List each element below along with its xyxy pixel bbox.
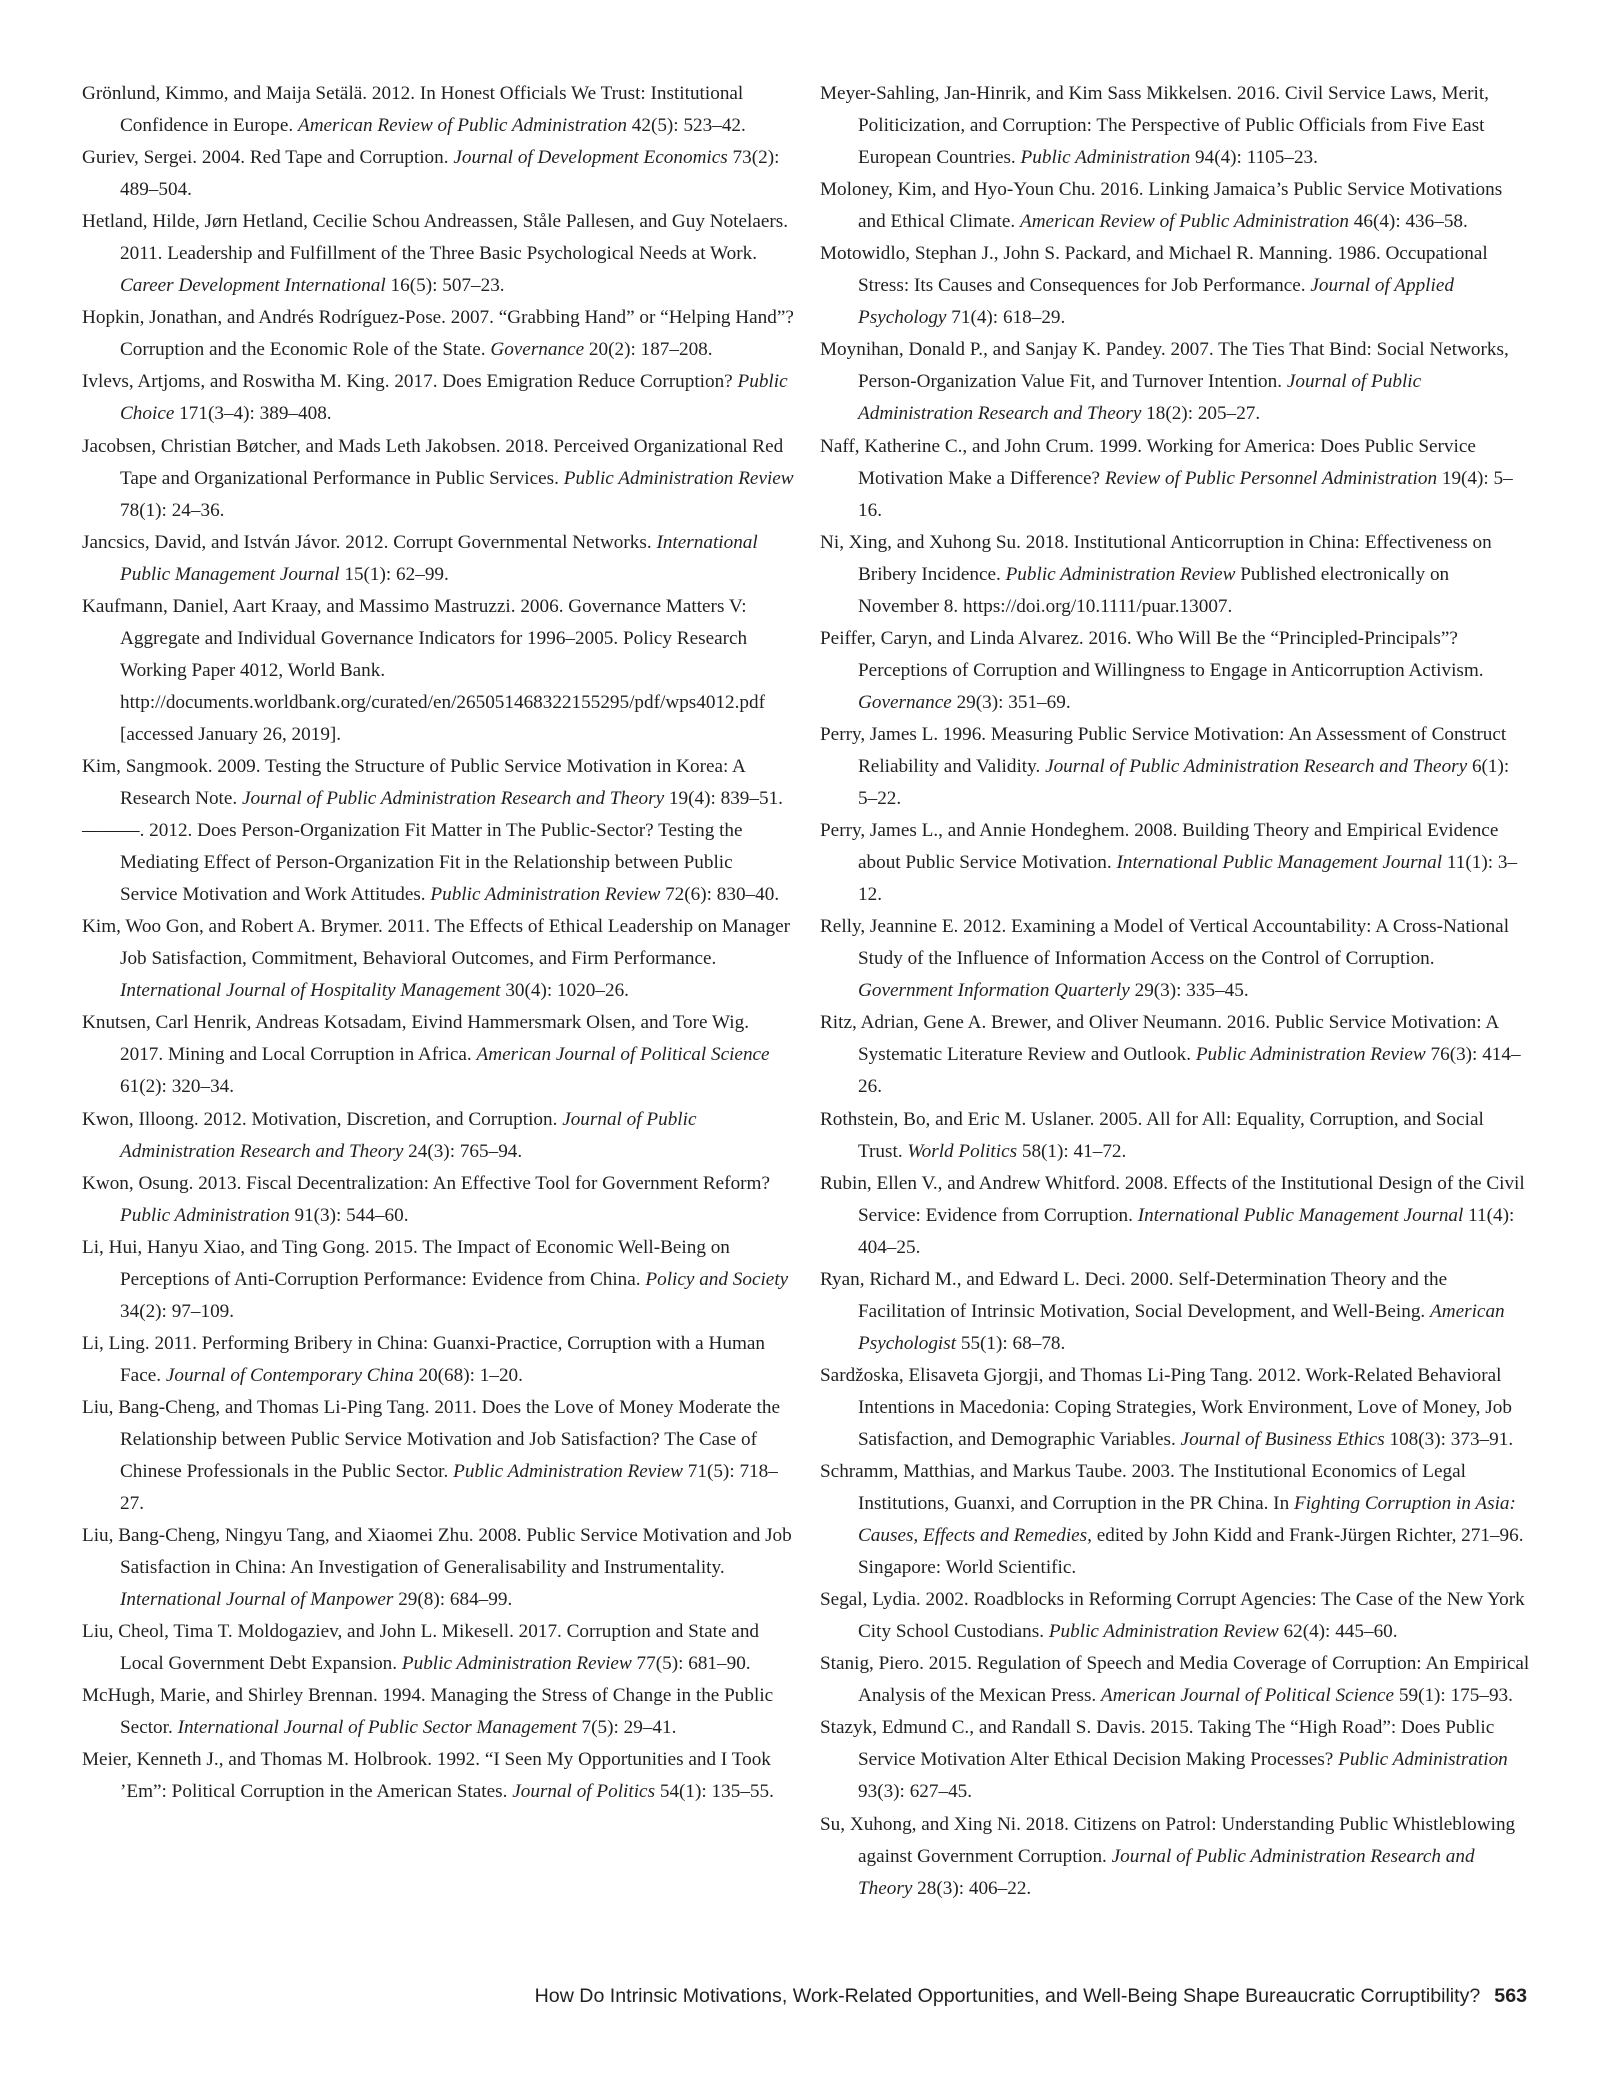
reference-details: 55(1): 68–78. bbox=[956, 1332, 1066, 1354]
reference-details: 7(5): 29–41. bbox=[576, 1717, 677, 1739]
reference-entry bbox=[820, 174, 1532, 238]
reference-text: Kim, Sangmook. 2009. Testing the Structure of Public Service Motivation in Korea: A Research Note. bbox=[82, 755, 745, 810]
reference-details: edited by John Kidd and Frank-Jürgen Richter, 271–96. Singapore: World Scientific. bbox=[858, 1525, 1524, 1579]
reference-text: Segal, Lydia. 2002. Roadblocks in Reforming Corrupt Agencies: The Case of the New York City School Custodians. bbox=[820, 1589, 1525, 1643]
reference-text: Guriev, Sergei. 2004. Red Tape and Corruption. bbox=[82, 147, 454, 169]
reference-details: 6(1): 5–22. bbox=[858, 755, 1510, 810]
reference-source-title: Policy and Society bbox=[645, 1268, 789, 1290]
reference-source-title: Governance bbox=[858, 691, 952, 713]
reference-entry bbox=[820, 1584, 1532, 1648]
reference-details: 28(3): 406–22. bbox=[912, 1877, 1032, 1899]
reference-source-title: Public Administration bbox=[120, 1204, 290, 1226]
reference-source-title: Public Administration Review bbox=[1005, 563, 1236, 585]
reference-text: Peiffer, Caryn, and Linda Alvarez. 2016. Who Will Be the “Principled-Principals”? Perceptions of Corruption and Willingness to Engage in Anticorruption Activism. bbox=[820, 627, 1484, 681]
reference-entry bbox=[820, 1104, 1532, 1168]
reference-text: Knutsen, Carl Henrik, Andreas Kotsadam, Eivind Hammersmark Olsen, and Tore Wig. 2017. Mining and Local Corruption in Africa. bbox=[82, 1012, 749, 1066]
reference-source-title: World Politics bbox=[907, 1140, 1018, 1162]
reference-text: Hopkin, Jonathan, and Andrés Rodríguez-Pose. 2007. “Grabbing Hand” or “Helping Hand”? Corruption and the Economic Role of the State. bbox=[82, 307, 794, 361]
reference-source-title: Journal of Public Administration Research and Theory bbox=[858, 1845, 1475, 1899]
reference-source-title: Government Information Quarterly bbox=[858, 980, 1130, 1002]
reference-text: Schramm, Matthias, and Markus Taube. 2003. The Institutional Economics of Legal Institutions, Guanxi, and Corruption in the PR China. In bbox=[820, 1461, 1466, 1515]
reference-details: 61(2): 320–34. bbox=[120, 1076, 235, 1098]
reference-entry bbox=[820, 78, 1532, 174]
reference-details: 94(4): 1105–23. bbox=[1190, 147, 1318, 169]
reference-details: 76(3): 414–26. bbox=[858, 1044, 1521, 1098]
reference-entry bbox=[82, 206, 794, 302]
reference-entry bbox=[82, 815, 794, 911]
reference-source-title: Public Administration Review bbox=[1048, 1621, 1279, 1643]
reference-entry bbox=[82, 751, 794, 815]
reference-source-title: Journal of Public Administration Research and Theory bbox=[120, 1108, 697, 1162]
reference-text: McHugh, Marie, and Shirley Brennan. 1994. Managing the Stress of Change in the Public Sector. bbox=[82, 1685, 774, 1739]
reference-text: Kwon, Osung. 2013. Fiscal Decentralization: An Effective Tool for Government Reform? bbox=[82, 1172, 770, 1194]
reference-text: Rothstein, Bo, and Eric M. Uslaner. 2005. All for All: Equality, Corruption, and Social Trust. bbox=[820, 1108, 1484, 1162]
reference-text: Ivlevs, Artjoms, and Roswitha M. King. 2017. Does Emigration Reduce Corruption? bbox=[82, 371, 738, 393]
reference-details: 20(2): 187–208. bbox=[584, 339, 713, 361]
reference-text: Perry, James L., and Annie Hondeghem. 2008. Building Theory and Empirical Evidence about Public Service Motivation. bbox=[820, 820, 1499, 874]
reference-entry bbox=[820, 431, 1532, 527]
reference-details: 30(4): 1020–26. bbox=[500, 980, 629, 1002]
reference-details: 29(3): 351–69. bbox=[951, 691, 1071, 713]
reference-details: 24(3): 765–94. bbox=[403, 1140, 523, 1162]
reference-source-title: Career Development International bbox=[120, 275, 386, 297]
reference-details: 19(4): 839–51. bbox=[664, 788, 783, 810]
reference-source-title: Review of Public Personnel Administration bbox=[1104, 467, 1438, 489]
reference-text: Relly, Jeannine E. 2012. Examining a Model of Vertical Accountability: A Cross-National Study of the Influence of Information Access on the Control of Corruption. bbox=[820, 916, 1510, 970]
reference-text: Moynihan, Donald P., and Sanjay K. Pandey. 2007. The Ties That Bind: Social Networks, Person-Organization Value Fit, and Turnover Intention. bbox=[820, 339, 1509, 393]
reference-source-title: Public Choice bbox=[120, 371, 788, 425]
reference-entry bbox=[82, 527, 794, 591]
reference-text: Jancsics, David, and István Jávor. 2012. Corrupt Governmental Networks. bbox=[82, 531, 657, 553]
reference-details: 29(8): 684–99. bbox=[393, 1589, 513, 1611]
reference-text: Ryan, Richard M., and Edward L. Deci. 2000. Self-Determination Theory and the Facilitation of Intrinsic Motivation, Social Development, and Well-Being. bbox=[820, 1268, 1448, 1322]
reference-source-title: Public Administration Review bbox=[563, 467, 794, 489]
reference-text: Kim, Woo Gon, and Robert A. Brymer. 2011. The Effects of Ethical Leadership on Manager Job Satisfaction, Commitment, Behavioral Outcomes, and Firm Performance. bbox=[82, 916, 791, 970]
reference-source-title: Journal of Contemporary China bbox=[165, 1364, 414, 1386]
reference-entry bbox=[82, 142, 794, 206]
reference-entry bbox=[820, 719, 1532, 815]
reference-text: Rubin, Ellen V., and Andrew Whitford. 2008. Effects of the Institutional Design of the Civil Service: Evidence from Corruption. bbox=[820, 1172, 1525, 1226]
reference-details: 18(2): 205–27. bbox=[1141, 403, 1261, 425]
reference-source-title: American Review of Public Administration bbox=[1019, 211, 1349, 233]
reference-entry bbox=[82, 1616, 794, 1680]
reference-details: 171(3–4): 389–408. bbox=[174, 403, 332, 425]
reference-entry bbox=[82, 591, 794, 751]
reference-text: Moloney, Kim, and Hyo-Youn Chu. 2016. Linking Jamaica’s Public Service Motivations and Ethical Climate. bbox=[820, 179, 1503, 233]
reference-entry bbox=[820, 1456, 1532, 1584]
reference-source-title: Journal of Public Administration Research and Theory bbox=[242, 788, 665, 810]
reference-entry bbox=[82, 431, 794, 527]
reference-entry bbox=[820, 815, 1532, 911]
reference-source-title: Journal of Public Administration Research and Theory bbox=[858, 371, 1422, 425]
reference-text: Naff, Katherine C., and John Crum. 1999. Working for America: Does Public Service Motivation Make a Difference? bbox=[820, 435, 1476, 489]
reference-entry bbox=[82, 1007, 794, 1103]
reference-source-title: Governance bbox=[490, 339, 585, 361]
reference-details: 11(4): 404–25. bbox=[858, 1204, 1515, 1258]
reference-entry bbox=[820, 1712, 1532, 1808]
reference-source-title: Journal of Development Economics bbox=[453, 147, 728, 169]
reference-details: 29(3): 335–45. bbox=[1129, 980, 1249, 1002]
reference-source-title: American Review of Public Administration bbox=[297, 115, 627, 137]
reference-entry bbox=[82, 1328, 794, 1392]
reference-entry bbox=[820, 911, 1532, 1007]
reference-entry bbox=[820, 527, 1532, 623]
reference-text: Motowidlo, Stephan J., John S. Packard, and Michael R. Manning. 1986. Occupational Stress: Its Causes and Consequences for Job Performance. bbox=[820, 243, 1488, 297]
reference-text: Su, Xuhong, and Xing Ni. 2018. Citizens on Patrol: Understanding Public Whistleblowing against Government Corruption. bbox=[820, 1813, 1516, 1867]
reference-details: 54(1): 135–55. bbox=[655, 1781, 774, 1803]
reference-text: Liu, Cheol, Tima T. Moldogaziev, and John L. Mikesell. 2017. Corruption and State and Local Government Debt Expansion. bbox=[82, 1621, 760, 1675]
reference-text: ———. 2012. Does Person-Organization Fit Matter in The Public-Sector? Testing the Mediating Effect of Person-Organization Fit in the Relationship between Public Service Motivation and Work Attitudes. bbox=[82, 820, 743, 906]
reference-entry bbox=[820, 1168, 1532, 1264]
reference-source-title: Public Administration bbox=[1020, 147, 1191, 169]
reference-details: 78(1): 24–36. bbox=[120, 499, 225, 521]
reference-details: 71(5): 718–27. bbox=[120, 1461, 778, 1515]
reference-entry bbox=[82, 366, 794, 430]
reference-source-title: International Journal of Manpower bbox=[120, 1589, 394, 1611]
reference-text: Ritz, Adrian, Gene A. Brewer, and Oliver Neumann. 2016. Public Service Motivation: A Systematic Literature Review and Outlook. bbox=[820, 1012, 1499, 1066]
reference-details: 71(4): 618–29. bbox=[946, 307, 1066, 329]
reference-details: 59(1): 175–93. bbox=[1394, 1685, 1513, 1707]
reference-source-title: American Journal of Political Science bbox=[1101, 1685, 1395, 1707]
reference-entry bbox=[82, 1168, 794, 1232]
reference-source-title: American Journal of Political Science bbox=[476, 1044, 770, 1066]
reference-text: Sardžoska, Elisaveta Gjorgji, and Thomas Li-Ping Tang. 2012. Work-Related Behavioral Intentions in Macedonia: Coping Strategies, Work Environment, Love of Money, Job Satisfaction, and Demographic Variables. bbox=[820, 1364, 1512, 1450]
reference-source-title: Public Administration Review bbox=[401, 1653, 632, 1675]
reference-details: 91(3): 544–60. bbox=[289, 1204, 409, 1226]
reference-entry bbox=[820, 623, 1532, 719]
reference-text: Li, Ling. 2011. Performing Bribery in China: Guanxi-Practice, Corruption with a Human Face. bbox=[82, 1332, 765, 1386]
reference-source-title: International Journal of Hospitality Management bbox=[120, 980, 501, 1002]
reference-entry bbox=[82, 1104, 794, 1168]
reference-entry bbox=[820, 334, 1532, 430]
references-left-column bbox=[82, 78, 794, 1809]
reference-text: Kaufmann, Daniel, Aart Kraay, and Massimo Mastruzzi. 2006. Governance Matters V: Aggregate and Individual Governance Indicators for 1996–2005. Policy Research Working Paper 4012, World Bank. http://documents.worldbank.org/curated/en/265051468322155295/pdf/wps4012.pdf [accessed January 26, 2019]. bbox=[82, 595, 766, 745]
running-title: How Do Intrinsic Motivations, Work-Related Opportunities, and Well-Being Shape Bureaucratic Corruptibility? bbox=[534, 1985, 1481, 2007]
reference-entry bbox=[82, 1232, 794, 1328]
reference-entry bbox=[820, 1360, 1532, 1456]
reference-text: Liu, Bang-Cheng, Ningyu Tang, and Xiaomei Zhu. 2008. Public Service Motivation and Job Satisfaction in China: An Investigation of Generalisability and Instrumentality. bbox=[82, 1525, 792, 1579]
reference-text: Grönlund, Kimmo, and Maija Setälä. 2012. In Honest Officials We Trust: Institutional Confidence in Europe. bbox=[82, 83, 744, 137]
reference-details: 16(5): 507–23. bbox=[385, 275, 505, 297]
reference-details: 72(6): 830–40. bbox=[660, 884, 780, 906]
reference-source-title: Fighting Corruption in Asia: Causes, Effects and Remedies, bbox=[858, 1493, 1516, 1547]
reference-entry bbox=[82, 302, 794, 366]
reference-source-title: Public Administration Review bbox=[453, 1461, 683, 1483]
reference-source-title: Public Administration Review bbox=[1195, 1044, 1426, 1066]
reference-entry bbox=[82, 1744, 794, 1808]
reference-text: Stazyk, Edmund C., and Randall S. Davis. 2015. Taking The “High Road”: Does Public Service Motivation Alter Ethical Decision Making Processes? bbox=[820, 1717, 1495, 1771]
reference-details: 34(2): 97–109. bbox=[120, 1300, 235, 1322]
reference-details: 15(1): 62–99. bbox=[339, 563, 449, 585]
reference-details: 11(1): 3–12. bbox=[858, 852, 1518, 906]
reference-source-title: Journal of Politics bbox=[512, 1781, 656, 1803]
reference-text: Li, Hui, Hanyu Xiao, and Ting Gong. 2015. The Impact of Economic Well-Being on Perceptions of Anti-Corruption Performance: Evidence from China. bbox=[82, 1236, 730, 1290]
reference-entry bbox=[820, 1264, 1532, 1360]
reference-text: Meyer-Sahling, Jan-Hinrik, and Kim Sass Mikkelsen. 2016. Civil Service Laws, Merit, Politicization, and Corruption: The Perspective of Public Officials from Five East European Countries. bbox=[820, 83, 1489, 169]
reference-text: Stanig, Piero. 2015. Regulation of Speech and Media Coverage of Corruption: An Empirical Analysis of the Mexican Press. bbox=[820, 1653, 1530, 1707]
reference-details: 42(5): 523–42. bbox=[626, 115, 746, 137]
reference-source-title: American Psychologist bbox=[858, 1300, 1505, 1354]
reference-text: Ni, Xing, and Xuhong Su. 2018. Institutional Anticorruption in China: Effectiveness on Bribery Incidence. bbox=[820, 531, 1492, 585]
reference-entry bbox=[820, 1648, 1532, 1712]
reference-details: 58(1): 41–72. bbox=[1017, 1140, 1127, 1162]
reference-details: 108(3): 373–91. bbox=[1384, 1428, 1514, 1450]
page-number: 563 bbox=[1494, 1985, 1527, 2007]
reference-text: Perry, James L. 1996. Measuring Public Service Motivation: An Assessment of Construct Reliability and Validity. bbox=[820, 723, 1507, 777]
reference-text: Jacobsen, Christian Bøtcher, and Mads Leth Jakobsen. 2018. Perceived Organizational Red Tape and Organizational Performance in Public Services. bbox=[82, 435, 784, 489]
reference-source-title: International Journal of Public Sector Management bbox=[177, 1717, 577, 1739]
reference-source-title: Public Administration Review bbox=[430, 884, 661, 906]
reference-details: 62(4): 445–60. bbox=[1278, 1621, 1398, 1643]
reference-source-title: Public Administration bbox=[1338, 1749, 1508, 1771]
reference-details: 19(4): 5–16. bbox=[858, 467, 1513, 521]
reference-details: 77(5): 681–90. bbox=[631, 1653, 751, 1675]
reference-details: 73(2): 489–504. bbox=[120, 147, 780, 201]
reference-entry bbox=[82, 911, 794, 1007]
reference-source-title: International Public Management Journal bbox=[120, 531, 758, 585]
reference-entry bbox=[82, 1520, 794, 1616]
reference-source-title: International Public Management Journal bbox=[1137, 1204, 1464, 1226]
reference-source-title: Journal of Public Administration Research and Theory bbox=[1045, 755, 1468, 777]
reference-entry bbox=[82, 78, 794, 142]
reference-entry bbox=[82, 1680, 794, 1744]
reference-source-title: Journal of Applied Psychology bbox=[858, 275, 1454, 329]
reference-text: Kwon, Illoong. 2012. Motivation, Discretion, and Corruption. bbox=[82, 1108, 563, 1130]
reference-entry bbox=[820, 1007, 1532, 1103]
references-right-column bbox=[820, 78, 1532, 1905]
reference-source-title: Journal of Business Ethics bbox=[1180, 1428, 1385, 1450]
reference-details: Published electronically on November 8. https://doi.org/10.1111/puar.13007. bbox=[858, 563, 1450, 617]
reference-entry bbox=[82, 1392, 794, 1520]
reference-source-title: International Public Management Journal bbox=[1116, 852, 1443, 874]
reference-details: 46(4): 436–58. bbox=[1348, 211, 1468, 233]
reference-details: 20(68): 1–20. bbox=[413, 1364, 523, 1386]
page-footer bbox=[535, 1985, 1527, 2008]
reference-details: 93(3): 627–45. bbox=[858, 1781, 973, 1803]
reference-text: Liu, Bang-Cheng, and Thomas Li-Ping Tang. 2011. Does the Love of Money Moderate the Relationship between Public Service Motivation and Job Satisfaction? The Case of Chinese Professionals in the Public Sector. bbox=[82, 1396, 780, 1483]
reference-text: Hetland, Hilde, Jørn Hetland, Cecilie Schou Andreassen, Ståle Pallesen, and Guy Notelaers. 2011. Leadership and Fulfillment of the Three Basic Psychological Needs at Work. bbox=[82, 211, 789, 265]
reference-entry bbox=[820, 238, 1532, 334]
reference-text: Meier, Kenneth J., and Thomas M. Holbrook. 1992. “I Seen My Opportunities and I Took ’Em”: Political Corruption in the American States. bbox=[82, 1749, 771, 1803]
reference-entry bbox=[820, 1809, 1532, 1905]
